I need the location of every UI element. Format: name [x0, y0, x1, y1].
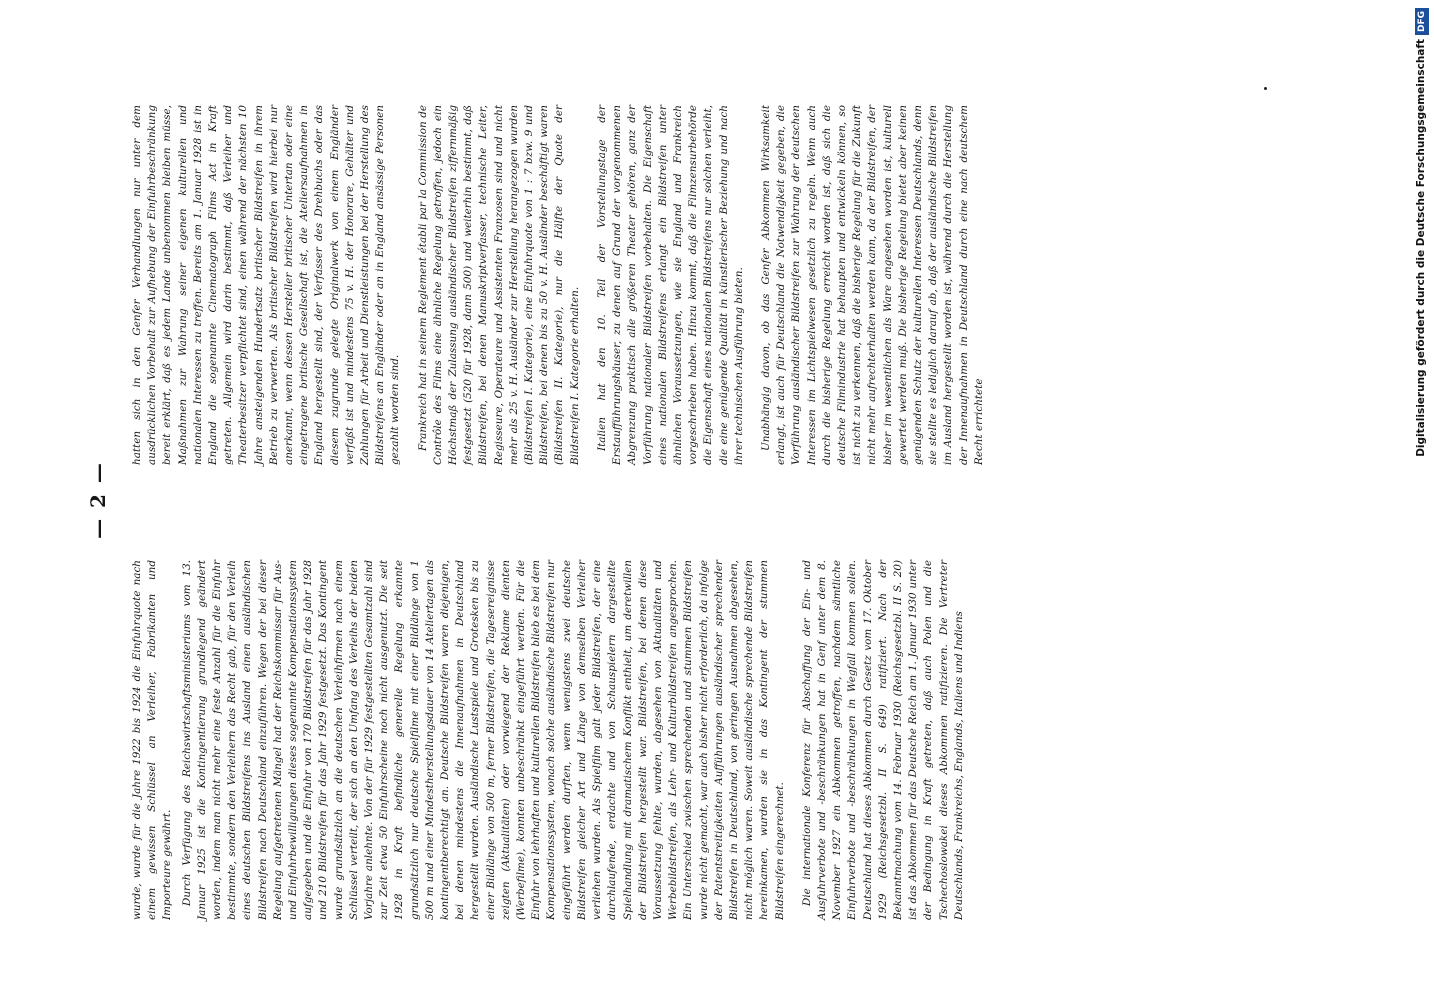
paragraph: wurde, wurde für die Jahre 1922 bis 1924 die Einfuhrquote nach einem gewissen Schlüssel an Verleiher, Fabrikanten und Importeure gewährt.	[131, 560, 174, 920]
paragraph: Durch Verfügung des Reichswirtschaftsministeriums vom 13. Januar 1925 ist die Kontingentierung grundlegend geändert worden, indem man nicht mehr eine feste Anzahl für die Einfuhr bestimmte, sondern den Verleihern das Recht gab, für den Verleih eines deutschen Bildstreifens ins Ausland einen ausländischen Bildstreifen nach Deutschland einzuführen. Wegen der bei dieser Regelung aufgetretenen Mängel hat der Reichskommissar für Aus- und Einfuhrbewilligungen dieses sogenannte Kompensationssystem aufgegeben und die Einfuhr von 170 Bildstreifen für das Jahr 1928 und 210 Bildstreifen für das Jahr 1929 festgesetzt. Das Kontingent wurde grundsätzlich an die deutschen Verleihfirmen nach einem Schlüssel verteilt, der sich an den Umfang des Verleihs der beiden Vorjahre anlehnte. Von der für 1929 festgestellten Gesamtzahl sind zur Zeit etwa 50 Einfuhrscheine noch nicht ausgenutzt. Die seit 1928 in Kraft befindliche generelle Regelung erkannte grundsätzlich nur deutsche Spielfilme mit einer Bildlänge von 1 500 m und einer Mindestherstellungsdauer von 14 Ateliertagen als kontingentberechtigt an. Deutsche Bildstreifen waren diejenigen, bei denen mindestens die Innenaufnahmen in Deutschland hergestellt wurden. Ausländische Lustspiele und Grotesken bis zu einer Bildlänge von 500 m, ferner Bildstreifen, die Tagesereignisse zeigten (Aktualitäten) oder vorwiegend der Reklame dienten (Werbefilme), konnten unbeschränkt eingeführt werden. Für die Einfuhr von lehrhaften und kulturellen Bildstreifen blieb es bei dem Kompensationssystem, wonach solche ausländische Bildstreifen nur eingeführt werden durften, wenn wenigstens zwei deutsche Bildstreifen gleicher Art und Länge von demselben Verleiher verliehen wurden. Als Spielfilm galt jeder Bildstreifen, der eine durchlaufende, erdachte und von Schauspielern dargestellte Spielhandlung mit dramatischem Konflikt enthielt, um deretwillen der Bildstreifen hergestellt war. Bildstreifen, bei denen diese Voraussetzung fehlte, wurden, abgesehen von Aktualitäten und Werbebildstreifen, als Lehr- und Kulturbildstreifen angesprochen. Ein Unterschied zwischen sprechenden und stummen Bildstreifen wurde nicht gemacht, war auch bisher nicht erforderlich, da infolge der Patentstreitigkeiten Aufführungen ausländischer sprechender Bildstreifen in Deutschland, von geringen Ausnahmen abgesehen, nicht möglich waren. Soweit ausländische sprechende Bildstreifen hereinkamen, wurden sie in das Kontingent der stummen Bildstreifen eingerechnet.	[180, 560, 786, 920]
speck-mark	[1264, 87, 1267, 90]
page-number: — 2 —	[86, 461, 110, 539]
digitization-note: Digitalisierung gefördert durch die Deutsche Forschungsgemeinschaft	[1415, 39, 1427, 457]
paragraph: hatten sich in den Genfer Verhandlungen nur unter dem ausdrücklichen Vorbehalt zur Aufhebung der Einfuhrbeschränkung bereit erklärt, daß es jedem Lande unbenommen bleiben müsse, Maßnahmen zur Wahrung seiner eigenen kulturellen und nationalen Interessen zu treffen. Bereits am 1. Januar 1928 ist in England die sogenannte Cinematograph Films Act in Kraft getreten. Allgemein wird darin bestimmt, daß Verleiher und Theaterbesitzer verpflichtet sind, einen während der nächsten 10 Jahre ansteigenden Hundertsatz britischer Bildstreifen in ihrem Betrieb zu verwerten. Als britischer Bildstreifen wird hierbei nur anerkannt, wenn dessen Hersteller britischer Untertan oder eine eingetragene britische Gesellschaft ist, die Ateliersaufnahmen in England hergestellt sind, der Verfasser des Drehbuchs oder das diesem zugrunde gelegte Originalwerk von einem Engländer verfaßt ist und mindestens 75 v. H. der Honorare, Gehälter und Zahlungen für Arbeit und Dienstleistungen bei der Herstellung des Bildstreifens an Engländer oder an in England ansässige Personen gezahlt worden sind.	[131, 105, 402, 465]
right-text-column	[130, 105, 991, 465]
paragraph: Unabhängig davon, ob das Genfer Abkommen Wirksamkeit erlangt, ist auch für Deutschland die Notwendigkeit gegeben, die Vorführung ausländischer Bildstreifen zur Wahrung der deutschen Interessen im Lichtspielwesen gesetzlich zu regeln. Wenn auch durch die bisherige Regelung erreicht worden ist, daß sich die deutsche Filmindustrie hat behaupten und entwickeln können, so ist nicht zu verkennen, daß die bisherige Regelung für die Zukunft nicht mehr aufrechterhalten werden kann, da der Bildstreifen, der bisher im wesentlichen als Ware angesehen worden ist, kulturell gewertet werden muß. Die bisherige Regelung bietet aber keinen genügenden Schutz der kulturellen Interessen Deutschlands, denn sie stellte es lediglich darauf ab, daß der ausländische Bildstreifen im Ausland hergestellt worden ist, während durch die Herstellung der Innenaufnahmen in Deutschland durch eine nach deutschem Recht errichtete	[759, 105, 985, 465]
left-text-column	[130, 560, 971, 920]
paragraph: Die internationale Konferenz für Abschaffung der Ein- und Ausfuhrverbote und -beschränkungen hat in Genf unter dem 8. November 1927 ein Abkommen getroffen, nachdem sämtliche Einfuhrverbote und -beschränkungen in Wegfall kommen sollen. Deutschland hat dieses Abkommen durch Gesetz vom 17. Oktober 1929 (Reichsgesetzbl. II S. 649) ratifiziert. Nach der Bekanntmachung vom 14. Februar 1930 (Reichsgesetzbl. II S. 20) ist das Abkommen für das Deutsche Reich am 1. Januar 1930 unter der Bedingung in Kraft getreten, daß auch Polen und die Tschechoslowakei dieses Abkommen ratifizieren. Die Vertreter Deutschlands, Frankreichs, Englands, Italiens und Indiens	[800, 560, 965, 920]
paragraph: Italien hat den 10. Teil der Vorstellungstage der Erstaufführungshäuser, zu denen auf Grund der vorgenommenen Abgrenzung praktisch alle größeren Theater gehören, ganz der Vorführung nationaler Bildstreifen vorbehalten. Die Eigenschaft eines nationalen Bildstreifens erlangt ein Bildstreifen unter ähnlichen Voraussetzungen, wie sie England und Frankreich vorgeschrieben haben. Hinzu kommt, daß die Filmzensurbehörde die Eigenschaft eines nationalen Bildstreifens nur solchen verleiht, die eine genügende Qualität in künstlerischer Beziehung und nach ihrer technischen Ausführung bieten.	[595, 105, 745, 465]
paragraph: Frankreich hat in seinem Reglement établi par la Commission de Contrôle des Films eine ähnliche Regelung getroffen, jedoch ein Höchstmaß der Zulassung ausländischer Bildstreifen ziffernmäßig festgesetzt (520 für 1928, dann 500) und weiterhin bestimmt, daß Bildstreifen, bei denen Manuskriptverfasser, technische Leiter, Regisseure, Operateure und Assistenten Franzosen sind und nicht mehr als 25 v. H. Ausländer zur Herstellung herangezogen wurden (Bildstreifen I. Kategorie), eine Einfuhrquote von 1 : 7 bzw. 9 und Bildstreifen, bei denen bis zu 50 v. H. Ausländer beschäftigt waren (Bildstreifen II. Kategorie), nur die Hälfte der Quote der Bildstreifen I. Kategorie erhalten.	[416, 105, 581, 465]
dfg-logo: DFG	[1415, 8, 1429, 35]
digitization-sidebar	[1412, 8, 1430, 828]
